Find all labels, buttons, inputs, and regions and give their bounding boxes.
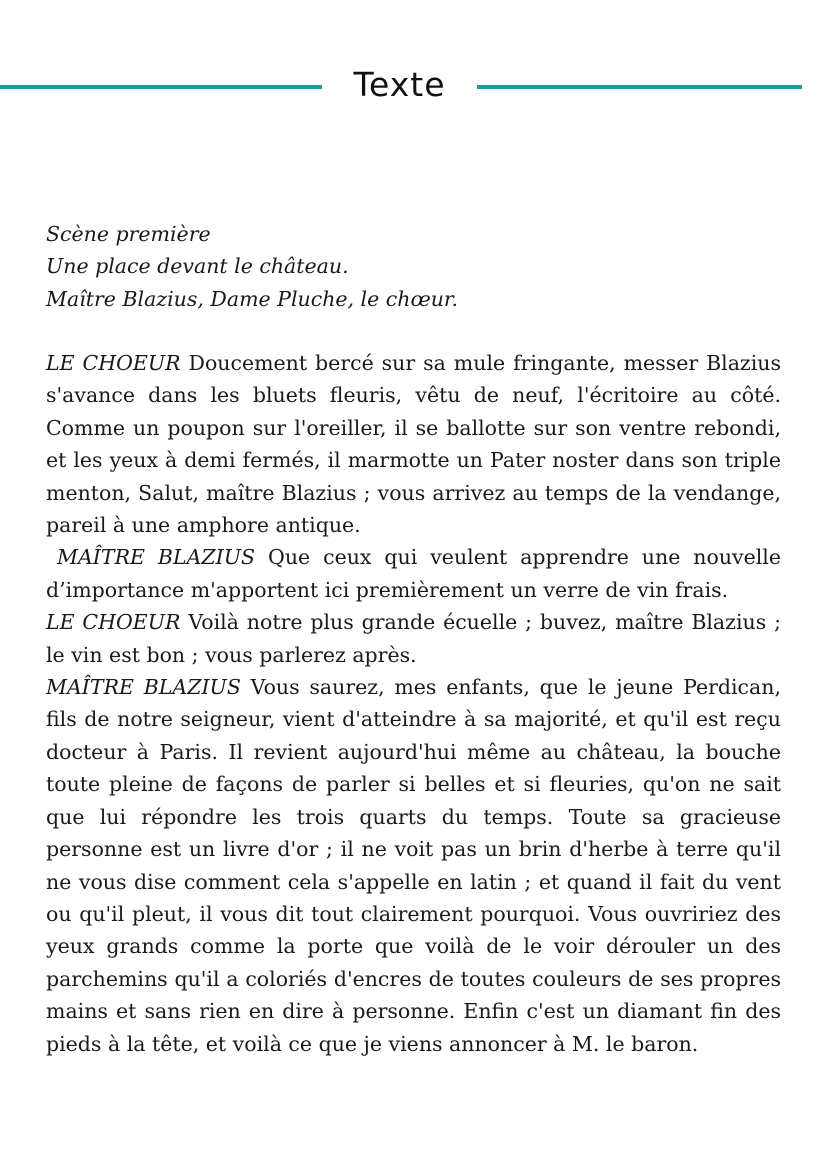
- speaker-name: LE CHOEUR: [46, 351, 181, 375]
- header-rule-left: [0, 85, 322, 89]
- section-title: Texte: [353, 65, 446, 104]
- speech-text: Vous saurez, mes enfants, que le jeune Perdican, fils de notre seigneur, vient d'atteindre à sa majorité, et qu'il est reçu docteur à Paris. Il revient aujourd'hui même au château, la bouche toute pleine de façons de parler si belles et si fleuries, qu'on ne sait que lui répondre les trois quarts du temps. Toute sa gracieuse personne est un livre d'or ; il ne voit pas un brin d'herbe à terre qu'il ne vous dise comment cela s'appelle en latin ; et quand il fait du vent ou qu'il pleut, il vous dit tout clairement pourquoi. Vous ouvririez des yeux grands comme la porte que voilà de le voir dérouler un des parchemins qu'il a coloriés d'encres de toutes couleurs de ses propres mains et sans rien en dire à personne. Enfin c'est un diamant fin des pieds à la tête, et voilà ce que je viens annoncer à M. le baron.: [46, 675, 781, 1056]
- speech: [46, 606, 781, 671]
- dialogue: [46, 347, 781, 1060]
- speech: [46, 671, 781, 1060]
- speech: [46, 347, 781, 541]
- speech-text: Doucement bercé sur sa mule fringante, messer Blazius s'avance dans les bluets fleuris, vêtu de neuf, l'écritoire au côté. Comme un poupon sur l'oreiller, il se ballotte sur son ventre rebondi, et les yeux à demi fermés, il marmotte un Pater noster dans son triple menton, Salut, maître Blazius ; vous arrivez au temps de la vendange, pareil à une amphore antique.: [46, 351, 781, 538]
- speech-text: Voilà notre plus grande écuelle ; buvez, maître Blazius ; le vin est bon ; vous parlerez après.: [46, 610, 781, 667]
- scene-setting: Une place devant le château.: [46, 254, 349, 279]
- scene-heading: [46, 218, 781, 315]
- section-header: [0, 62, 828, 108]
- scene-title: Scène première: [46, 222, 211, 246]
- speech: [46, 541, 781, 606]
- speaker-name: MAÎTRE BLAZIUS: [57, 545, 256, 570]
- speaker-name: LE CHOEUR: [46, 610, 181, 635]
- speech-text: Que ceux qui veulent apprendre une nouvelle d’importance m'apportent ici premièrement un verre de vin frais.: [46, 545, 781, 602]
- scene-characters: Maître Blazius, Dame Pluche, le chœur.: [46, 286, 458, 311]
- header-rule-right: [477, 85, 802, 89]
- speaker-name: MAÎTRE BLAZIUS: [46, 675, 241, 700]
